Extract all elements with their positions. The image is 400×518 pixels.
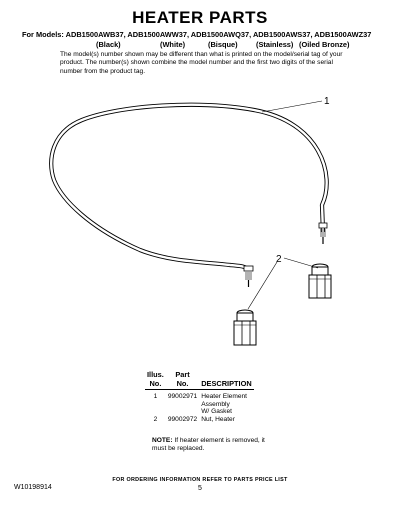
color-label-white: (White) xyxy=(160,40,186,49)
note-text: If heater element is removed, it must be replaced. xyxy=(152,437,265,452)
part-number: 99002972 xyxy=(167,415,198,423)
color-label-stainless: (Stainless) xyxy=(256,40,294,49)
illus-header-line-2: No. xyxy=(149,378,162,388)
description-line: Nut, Heater xyxy=(201,415,235,423)
description-header: DESCRIPTION xyxy=(199,371,254,390)
illus-number: 2 xyxy=(153,415,158,423)
callout-1-label: 1 xyxy=(324,96,330,107)
illus-header-line-1: Illus. xyxy=(147,370,164,379)
part-no-header xyxy=(166,371,199,390)
description-line: Heater Element xyxy=(201,393,247,400)
description-line: Assembly xyxy=(201,400,230,408)
part-header-line-2: No. xyxy=(176,378,189,388)
ordering-info: FOR ORDERING INFORMATION REFER TO PARTS PRICE LIST xyxy=(112,477,288,483)
page-number: 5 xyxy=(198,485,202,492)
table-row xyxy=(145,390,254,416)
description-line: W/ Gasket xyxy=(201,408,232,416)
color-label-bisque: (Bisque) xyxy=(208,40,238,49)
color-label-black: (Black) xyxy=(96,40,121,49)
illus-no-header xyxy=(145,371,166,390)
callout-2-leader xyxy=(284,258,318,268)
heater-element-illustration xyxy=(51,105,327,287)
callout-2-label: 2 xyxy=(276,254,282,265)
illus-number: 1 xyxy=(153,393,158,400)
note-label: NOTE: xyxy=(152,437,173,444)
part-number: 99002971 xyxy=(167,393,198,400)
table-row xyxy=(145,416,254,424)
color-label-oiled-bronze: (Oiled Bronze) xyxy=(299,40,350,49)
part-description xyxy=(199,390,254,416)
part-header-line-1: Part xyxy=(175,370,190,379)
model-number-note: The model(s) number shown may be different than what is printed on the model/serial tag of your product. The number(s) shown combine the model number and the first two digits of the serial number from the product tag. xyxy=(60,51,343,75)
heater-nut-illustration xyxy=(309,264,331,298)
part-description xyxy=(199,416,254,424)
models-line: For Models: ADB1500AWB37, ADB1500AWW37, ADB1500AWQ37, ADB1500AWS37, ADB1500AWZ37 xyxy=(22,30,372,39)
document-number: W10198914 xyxy=(14,484,52,491)
replacement-note xyxy=(152,437,272,453)
callout-1-leader xyxy=(262,101,322,112)
heater-nut-illustration xyxy=(234,310,256,345)
parts-table xyxy=(145,371,254,423)
page-title: HEATER PARTS xyxy=(132,8,268,27)
